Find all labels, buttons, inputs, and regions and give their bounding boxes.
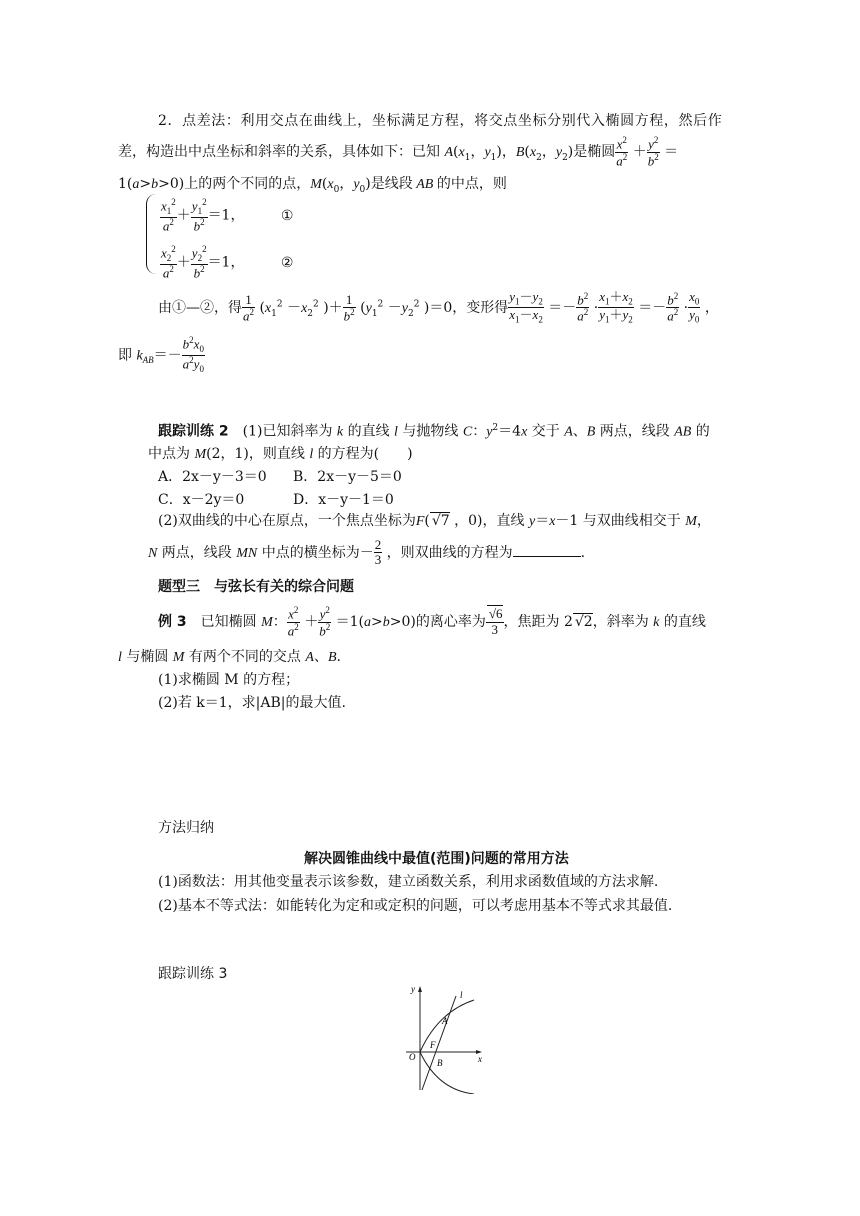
example3-label: 例 3 xyxy=(158,614,187,631)
y-axis-arrow xyxy=(418,986,422,992)
line-l xyxy=(422,996,456,1090)
fig-label-y: y xyxy=(411,984,415,994)
training2-q1-line2: 中点为 M(2，1)，则直线 l 的方程为( ) xyxy=(148,446,413,462)
option-c: C．x－2y＝0 xyxy=(158,492,245,508)
method2-line2: 差，构造出中点坐标和斜率的关系，具体如下：已知 $A(x_1$，$y_1$)，$B(x_2$，$y_2$)是椭圆 $\frac{x^2}{a^2}$ ＋ $\frac{y^2}{b^2}$ ＝ xyxy=(118,135,679,168)
equation-2: $\frac{x_2^2}{a^2}$ ＋ $\frac{y_2^2}{b^2}$ ＝1， ② xyxy=(161,244,294,281)
method2-line1: 2．点差法：利用交点在曲线上，坐标满足方程，将交点坐标分别代入椭圆方程，然后作 xyxy=(158,113,723,129)
example3-q2: (2)若 k＝1，求|AB|的最大值. xyxy=(158,695,346,711)
parabola-figure xyxy=(398,982,493,1094)
parabola-curve xyxy=(420,1000,474,1094)
training2-label: 跟踪训练 2 xyxy=(158,423,229,440)
answer-blank xyxy=(513,544,581,557)
slope-result: 即 $k_{AB}=-$ $\frac{b^2x_0}{a^2y_0}$ xyxy=(118,335,204,374)
fig-label-x: x xyxy=(478,1054,482,1064)
fig-label-l: l xyxy=(460,990,463,1000)
option-d: D．x－y－1＝0 xyxy=(293,492,394,508)
summary-title: 解决圆锥曲线中最值(范围)问题的常用方法 xyxy=(304,851,569,867)
training2-q2-line1: (2)双曲线的中心在原点，一个焦点坐标为F( √7 ，0)，直线 y＝x－1 与双曲线相交于 M， xyxy=(158,513,711,529)
derivation-line: 由①—②，得 $\frac{1}{a^2}$ ($x_1^2 -x_2^2$ )＋ $\frac{1}{b^2}$ ($y_1^2 -y_2^2$ )＝0，变形得 $\frac{y_1-y_2}{x_1-x_2}$ ＝－ $\frac{b^2}{a^2}$ · $\frac{x_1+x_2}{y_1+y_2}$ ＝－ $\frac{b^2}{a^2}$ · $\frac{x_0}{y_0}$ ， xyxy=(158,289,719,326)
summary-heading: 方法归纳 xyxy=(158,820,214,836)
summary-item-1: (1)函数法：用其他变量表示该参数，建立函数关系，利用求函数值域的方法求解. xyxy=(158,874,659,890)
fig-label-f: F xyxy=(430,1040,436,1050)
method2-line3: 1(a>b>0)上的两个不同的点，$M(x_0$，$y_0$)是线段 AB 的中点，则 xyxy=(118,176,507,195)
fig-label-a: A xyxy=(442,1016,448,1026)
example3-line2: l 与椭圆 M 有两个不同的交点 A、B. xyxy=(118,649,341,665)
equation-1: $\frac{x_1^2}{a^2}$ ＋ $\frac{y_1^2}{b^2}$ ＝1， ① xyxy=(161,197,294,234)
option-b: B．2x－y－5＝0 xyxy=(293,469,402,485)
summary-item-2: (2)基本不等式法：如能转化为定和或定积的问题，可以考虑用基本不等式求其最值. xyxy=(158,898,673,914)
training2-q1-line1: 跟踪训练 2 (1)已知斜率为 k 的直线 l 与抛物线 C：$y^2=4x$ 交于 A、B 两点，线段 AB 的 xyxy=(158,423,710,440)
system-brace xyxy=(146,194,157,274)
type3-heading: 题型三 与弦长有关的综合问题 xyxy=(158,579,354,595)
option-a: A．2x－y－3＝0 xyxy=(158,469,267,485)
fig-label-o: O xyxy=(409,1052,416,1062)
training3-label: 跟踪训练 3 xyxy=(158,966,228,982)
training2-q2-line2: N 两点，线段 MN 中点的横坐标为－ $\frac{2}{3}$ ，则双曲线的方程为 . xyxy=(148,537,586,568)
example3-line1: 例 3 已知椭圆 M： $\frac{x^2}{a^2}$ ＋ $\frac{y^2}{b^2}$ ＝1(a>b>0)的离心率为 $\frac{√6}{3}$ ，焦距为 2 √2，斜率为 k 的直线 xyxy=(158,605,706,638)
example3-q1: (1)求椭圆 M 的方程； xyxy=(158,672,300,688)
fig-label-b: B xyxy=(437,1058,443,1068)
